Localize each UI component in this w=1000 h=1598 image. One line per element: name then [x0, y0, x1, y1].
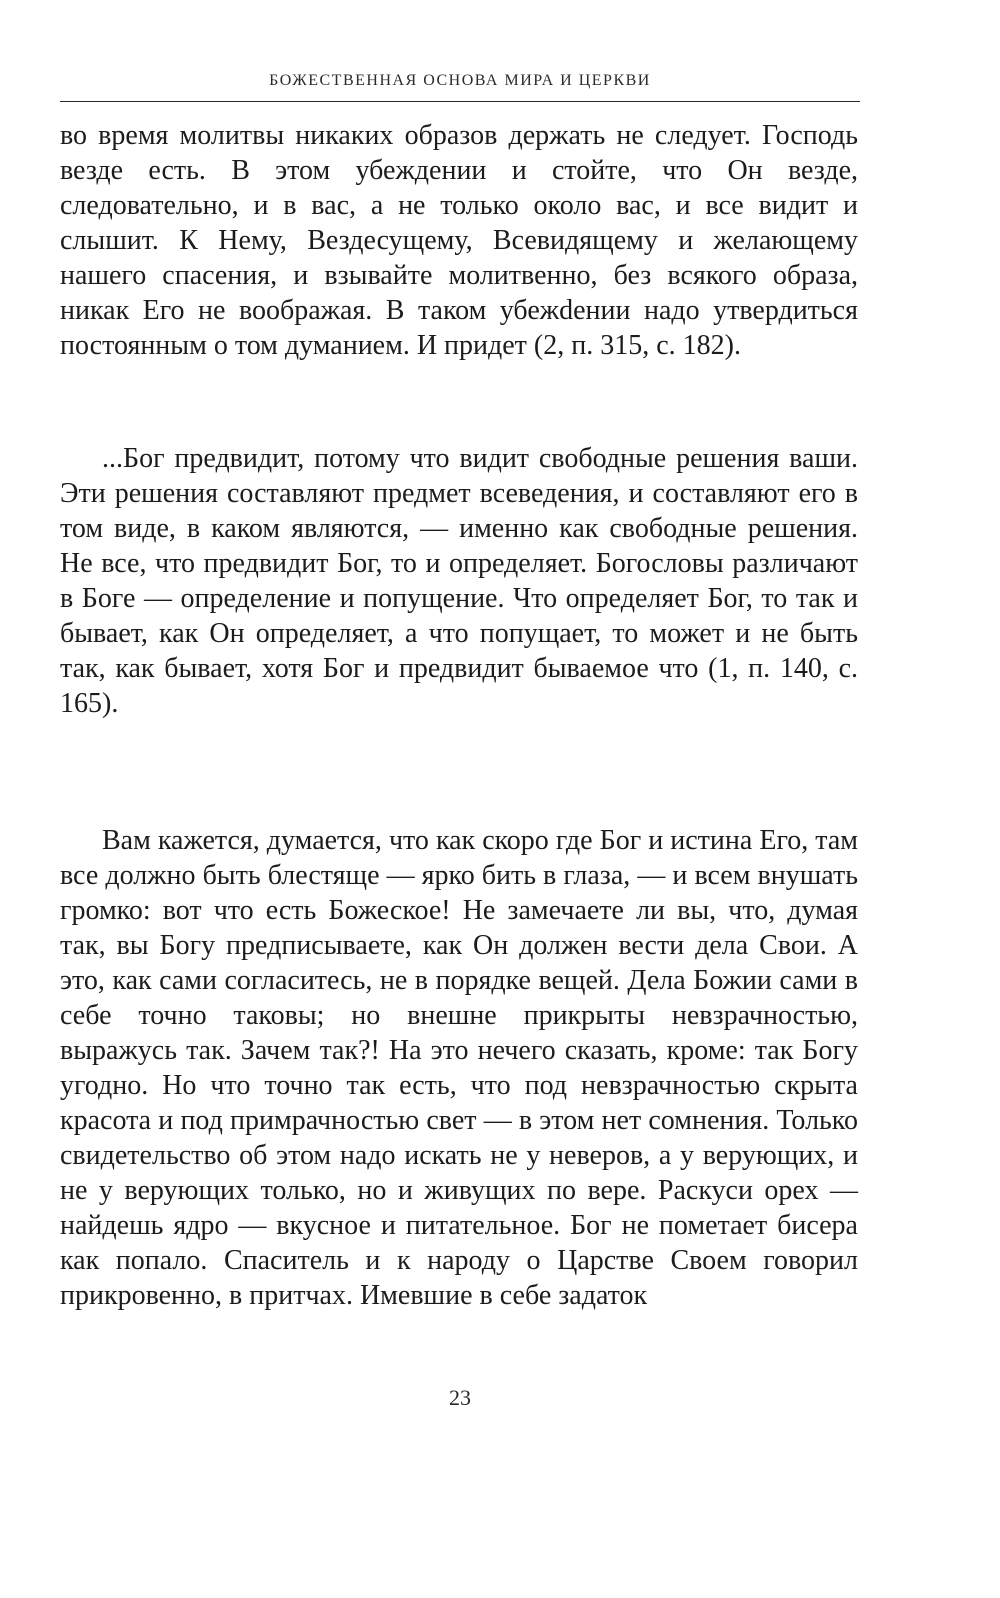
page-number: 23	[449, 1385, 471, 1410]
paragraph-2: ...Бог предвидит, потому что видит свободные решения ваши. Эти решения составляют предмет всеведения, и составляют его в том виде, в каком являются, — именно как свободные решения. Не все, что предвидит Бог, то и определяет. Богословы различают в Боге — определение и попущение. Что определяет Бог, то так и бывает, как Он определяет, а что попущает, то может и не быть так, как бывает, хотя Бог и предвидит бываемое что (1, п. 140, с. 165).	[60, 443, 858, 719]
paragraph-3: Вам кажется, думается, что как скоро где Бог и истина Его, там все должно быть блестяще — ярко бить в глаза, — и всем внушать громко: вот что есть Божеское! Не замечаете ли вы, что, думая так, вы Богу предписываете, как Он должен вести дела Свои. А это, как сами согласитесь, не в порядке вещей. Дела Божии сами в себе точно таковы; но внешне прикрыты невзрачностью, выражусь так. Зачем так?! На это нечего сказать, кроме: так Богу угодно. Но что точно так есть, что под невзрачностью скрыта красота и под примрачностью свет — в этом нет сомнения. Только свидетельство об этом надо искать не у неверов, а у верующих, и не у верующих только, но и живущих по вере. Раскуси орех — найдешь ядро — вкусное и питательное. Бог не пометает бисера как попало. Спаситель и к народу о Царстве Своем говорил прикровенно, в притчах. Имевшие в себе задаток	[60, 825, 858, 1311]
paragraph-1: во время молитвы никаких образов держать не следует. Господь везде есть. В этом убеждении и стойте, что Он везде, следовательно, и в вас, а не только около вас, и все видит и слышит. К Нему, Вездесущему, Всевидящему и желающему нашего спасения, и взывайте молитвенно, без всякого образа, никак Его не воображая. В таком убежdении надо утвердиться постоянным о том думанием. И придет (2, п. 315, с. 182).	[60, 120, 858, 361]
header-rule	[60, 101, 860, 102]
running-head: БОЖЕСТВЕННАЯ ОСНОВА МИРА И ЦЕРКВИ	[269, 72, 651, 89]
